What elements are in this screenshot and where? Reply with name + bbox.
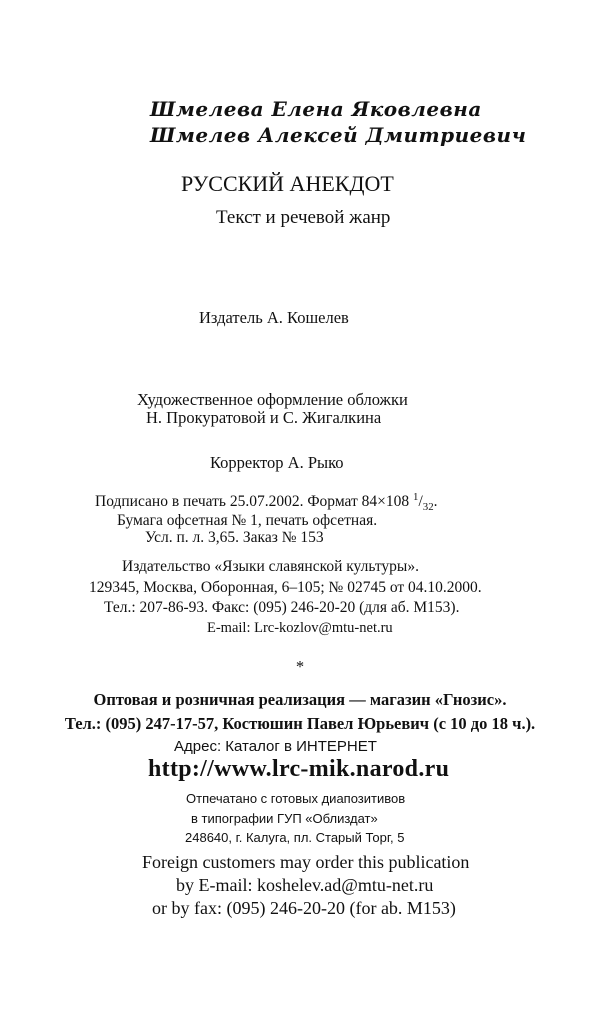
format-end: . <box>433 493 438 510</box>
printing-line-2: в типографии ГУП «Облиздат» <box>191 811 378 826</box>
foreign-line-1: Foreign customers may order this publication <box>142 852 470 872</box>
catalog-address: Адрес: Каталог в ИНТЕРНЕТ <box>174 738 377 755</box>
publishing-house-name: Издательство «Языки славянской культуры». <box>122 558 419 575</box>
publishing-house-email: E-mail: Lrc-kozlov@mtu-net.ru <box>207 620 393 636</box>
sheets-order: Усл. п. л. 3,65. Заказ № 153 <box>145 529 324 546</box>
sales-line-2: Тел.: (095) 247-17-57, Костюшин Павел Юрьевич (с 10 до 18 ч.). <box>64 714 536 733</box>
format-fraction-numerator: 1 <box>413 490 419 503</box>
cover-design-line-2: Н. Прокуратовой и С. Жигалкина <box>146 408 382 427</box>
printing-line-3: 248640, г. Калуга, пл. Старый Торг, 5 <box>185 830 405 845</box>
separator-asterisk: * <box>295 657 305 676</box>
proofreader-credit: Корректор А. Рыко <box>210 453 344 472</box>
signed-to-print-text: Подписано в печать 25.07.2002. Формат 84×108 <box>95 493 410 510</box>
sales-line-1: Оптовая и розничная реализация — магазин «Гнозис». <box>93 690 507 709</box>
signed-to-print: Подписано в печать 25.07.2002. Формат 84×108 $^1/_{32}$. <box>95 490 438 514</box>
foreign-line-3: or by fax: (095) 246-20-20 (for ab. M153) <box>152 898 456 918</box>
website-url: http://www.lrc-mik.narod.ru <box>148 756 450 782</box>
book-subtitle: Текст и речевой жанр <box>216 207 391 228</box>
author-2: Шмелев Алексей Дмитриевич <box>150 123 527 147</box>
publishing-house-phone: Тел.: 207-86-93. Факс: (095) 246-20-20 (для аб. М153). <box>104 599 460 616</box>
author-1: Шмелева Елена Яковлевна <box>150 97 482 121</box>
publishing-house-address: 129345, Москва, Оборонная, 6–105; № 02745 от 04.10.2000. <box>89 579 482 596</box>
publisher-credit: Издатель А. Кошелев <box>199 308 349 327</box>
book-title: РУССКИЙ АНЕКДОТ <box>181 171 394 196</box>
foreign-line-2: by E-mail: koshelev.ad@mtu-net.ru <box>176 875 434 895</box>
paper-info: Бумага офсетная № 1, печать офсетная. <box>117 512 378 529</box>
cover-design-line-1: Художественное оформление обложки <box>137 390 408 409</box>
printing-line-1: Отпечатано с готовых диапозитивов <box>186 791 406 806</box>
format-fraction-denominator: 32 <box>422 501 434 514</box>
